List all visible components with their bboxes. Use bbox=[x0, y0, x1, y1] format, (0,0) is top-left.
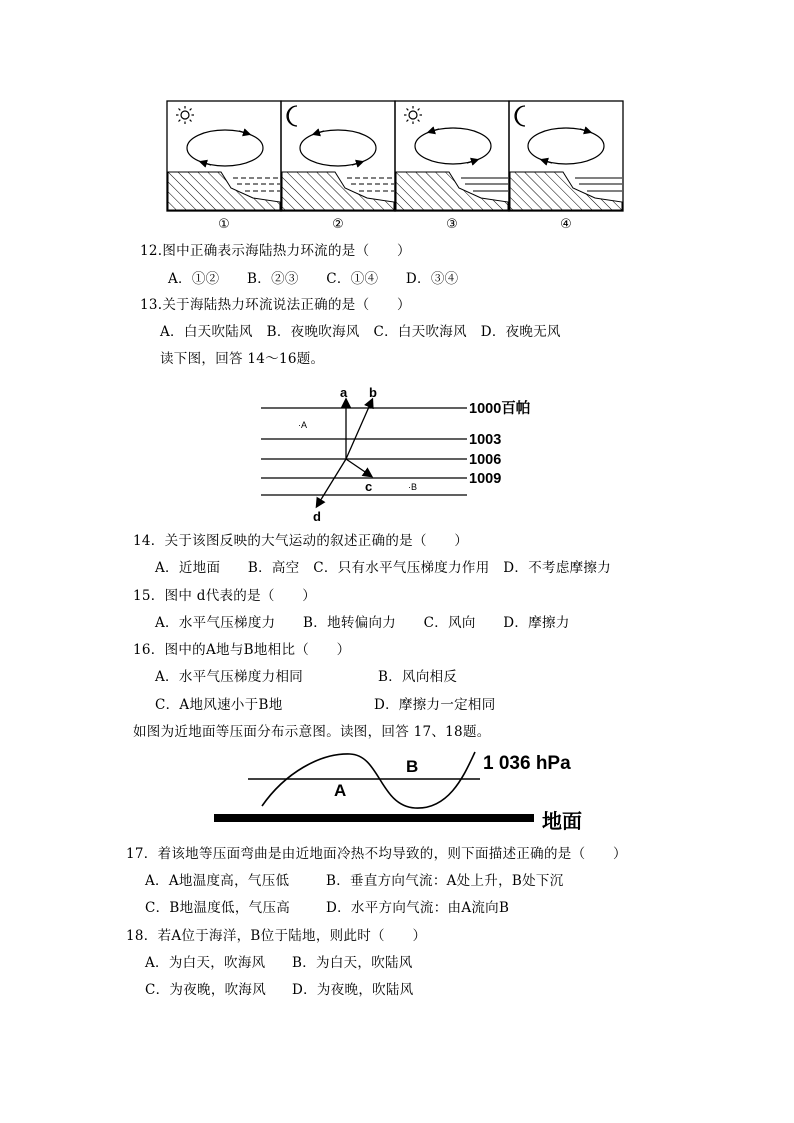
point-a: ·A bbox=[298, 420, 307, 430]
pressure-label: 1 036 hPa bbox=[483, 753, 571, 774]
q16-option-c: C．A地风速小于B地 bbox=[155, 697, 283, 713]
sun-icon bbox=[176, 106, 194, 124]
panel-label-1: ① bbox=[218, 216, 230, 231]
q16-option-a: A．水平气压梯度力相同 bbox=[155, 669, 304, 685]
q17-option-b: B．垂直方向气流：A处上升，B处下沉 bbox=[326, 873, 564, 889]
q16-option-b: B．风向相反 bbox=[378, 669, 458, 685]
sun-icon bbox=[404, 106, 422, 124]
q13-stem: 13.关于海陆热力环流说法正确的是（ ） bbox=[140, 297, 411, 313]
vector-d bbox=[317, 459, 346, 506]
panel-1 bbox=[167, 101, 281, 211]
q12-options: A．①② B．②③ C．①④ D．③④ bbox=[168, 271, 459, 287]
q18-option-a: A．为白天，吹海风 bbox=[145, 955, 266, 971]
q15-stem: 15．图中 d代表的是（ ） bbox=[133, 588, 317, 604]
vector-label-b: b bbox=[369, 385, 377, 400]
moon-icon bbox=[515, 106, 525, 126]
intro-17-18: 如图为近地面等压面分布示意图。读图，回答 17、18题。 bbox=[133, 724, 491, 740]
q18-option-d: D．为夜晚，吹陆风 bbox=[292, 982, 414, 998]
isobar-label-1006: 1006 bbox=[469, 452, 502, 468]
isobar-label-1009: 1009 bbox=[469, 471, 502, 487]
point-a-label: A bbox=[334, 781, 347, 800]
q18-option-b: B．为白天，吹陆风 bbox=[292, 955, 413, 971]
vector-c bbox=[346, 459, 371, 476]
vector-label-a: a bbox=[340, 385, 348, 400]
q17-option-c: C．B地温度低，气压高 bbox=[145, 900, 291, 916]
panel-label-3: ③ bbox=[446, 216, 458, 231]
q18-option-c: C．为夜晚，吹海风 bbox=[145, 982, 267, 998]
point-b: ·B bbox=[408, 482, 417, 492]
vector-label-c: c bbox=[365, 479, 373, 494]
q18-stem: 18．若A位于海洋，B位于陆地，则此时（ ） bbox=[126, 928, 427, 944]
q17-option-d: D．水平方向气流：由A流向B bbox=[326, 900, 510, 916]
isobaric-surface-figure bbox=[210, 748, 595, 838]
q14-options: A．近地面 B．高空 C．只有水平气压梯度力作用 D．不考虑摩擦力 bbox=[155, 560, 612, 576]
panel-4 bbox=[509, 101, 623, 211]
ground-bar bbox=[214, 814, 534, 822]
moon-icon bbox=[287, 106, 297, 126]
vector-label-d: d bbox=[313, 509, 321, 524]
vector-b bbox=[346, 400, 372, 459]
q12-stem: 12.图中正确表示海陆热力环流的是（ ） bbox=[140, 243, 411, 259]
q16-option-d: D．摩擦力一定相同 bbox=[374, 697, 496, 713]
isobar-label-1003: 1003 bbox=[469, 432, 502, 448]
ground-label: 地面 bbox=[542, 811, 582, 833]
intro-14-16: 读下图，回答 14～16题。 bbox=[160, 351, 325, 367]
q17-stem: 17．着该地等压面弯曲是由近地面冷热不均导致的，则下面描述正确的是（ ） bbox=[126, 846, 627, 862]
panel-3 bbox=[395, 101, 509, 211]
isobar-force-figure bbox=[255, 380, 555, 525]
q14-stem: 14．关于该图反映的大气运动的叙述正确的是（ ） bbox=[133, 533, 469, 549]
isobaric-surface-curve bbox=[262, 752, 475, 808]
point-b-label: B bbox=[406, 757, 419, 776]
panel-2 bbox=[281, 101, 395, 211]
sea-land-circulation-figure bbox=[165, 100, 627, 234]
q17-option-a: A．A地温度高，气压低 bbox=[145, 873, 290, 889]
panel-label-2: ② bbox=[332, 216, 344, 231]
isobar-label-1000: 1000百帕 bbox=[469, 401, 531, 417]
panel-label-4: ④ bbox=[560, 216, 572, 231]
q16-stem: 16．图中的A地与B地相比（ ） bbox=[133, 642, 351, 658]
q15-options: A．水平气压梯度力 B．地转偏向力 C．风向 D．摩擦力 bbox=[155, 615, 570, 631]
q13-options: A．白天吹陆风 B．夜晚吹海风 C．白天吹海风 D．夜晚无风 bbox=[160, 324, 561, 340]
